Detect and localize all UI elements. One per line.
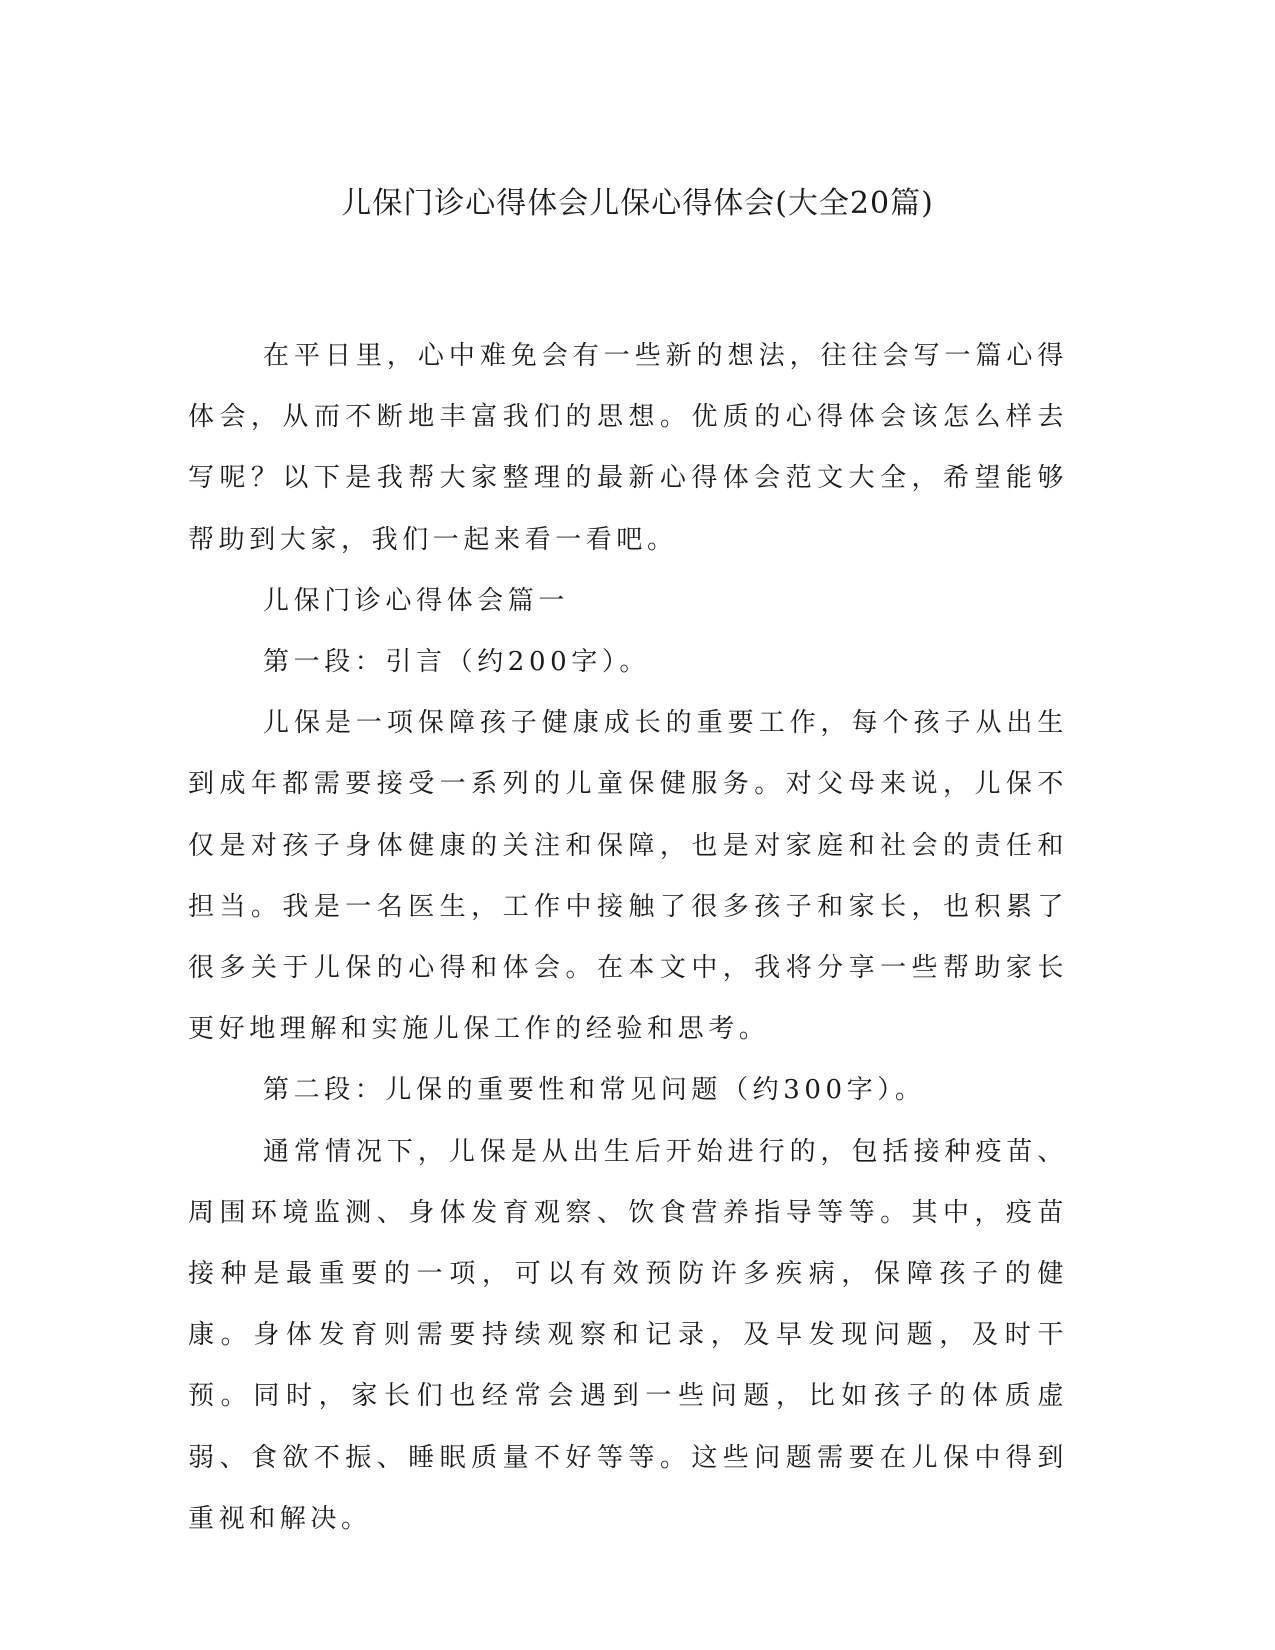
subheading-first-section: 第一段：引言（约200字）。 xyxy=(263,647,651,678)
subheading-second-section: 第二段：儿保的重要性和常见问题（约300字）。 xyxy=(263,1075,926,1106)
paragraph-first-section: 儿保是一项保障孩子健康成长的重要工作，每个孩子从出生到成年都需要接受一系列的儿童保健服务。对父母来说，儿保不仅是对孩子身体健康的关注和保障，也是对家庭和社会的责任和担当。我是一名医生，工作中接触了很多孩子和家长，也积累了很多关于儿保的心得和体会。在本文中，我将分享一些帮助家长更好地理解和实施儿保工作的经验和思考。 xyxy=(188,708,1068,1045)
document-title: 儿保门诊心得体会儿保心得体会(大全20篇) xyxy=(341,186,934,221)
paragraph-intro: 在平日里，心中难免会有一些新的想法，往往会写一篇心得体会，从而不断地丰富我们的思想。优质的心得体会该怎么样去写呢？以下是我帮大家整理的最新心得体会范文大全，希望能够帮助到大家，我们一起来看一看吧。 xyxy=(188,341,1068,555)
section-heading-part-one: 儿保门诊心得体会篇一 xyxy=(263,585,570,616)
paragraph-second-section: 通常情况下，儿保是从出生后开始进行的，包括接种疫苗、周围环境监测、身体发育观察、饮食营养指导等等。其中，疫苗接种是最重要的一项，可以有效预防许多疾病，保障孩子的健康。身体发育则需要持续观察和记录，及早发现问题，及时干预。同时，家长们也经常会遇到一些问题，比如孩子的体质虚弱、食欲不振、睡眠质量不好等等。这些问题需要在儿保中得到重视和解决。 xyxy=(188,1136,1068,1534)
document-body xyxy=(188,326,1068,1550)
